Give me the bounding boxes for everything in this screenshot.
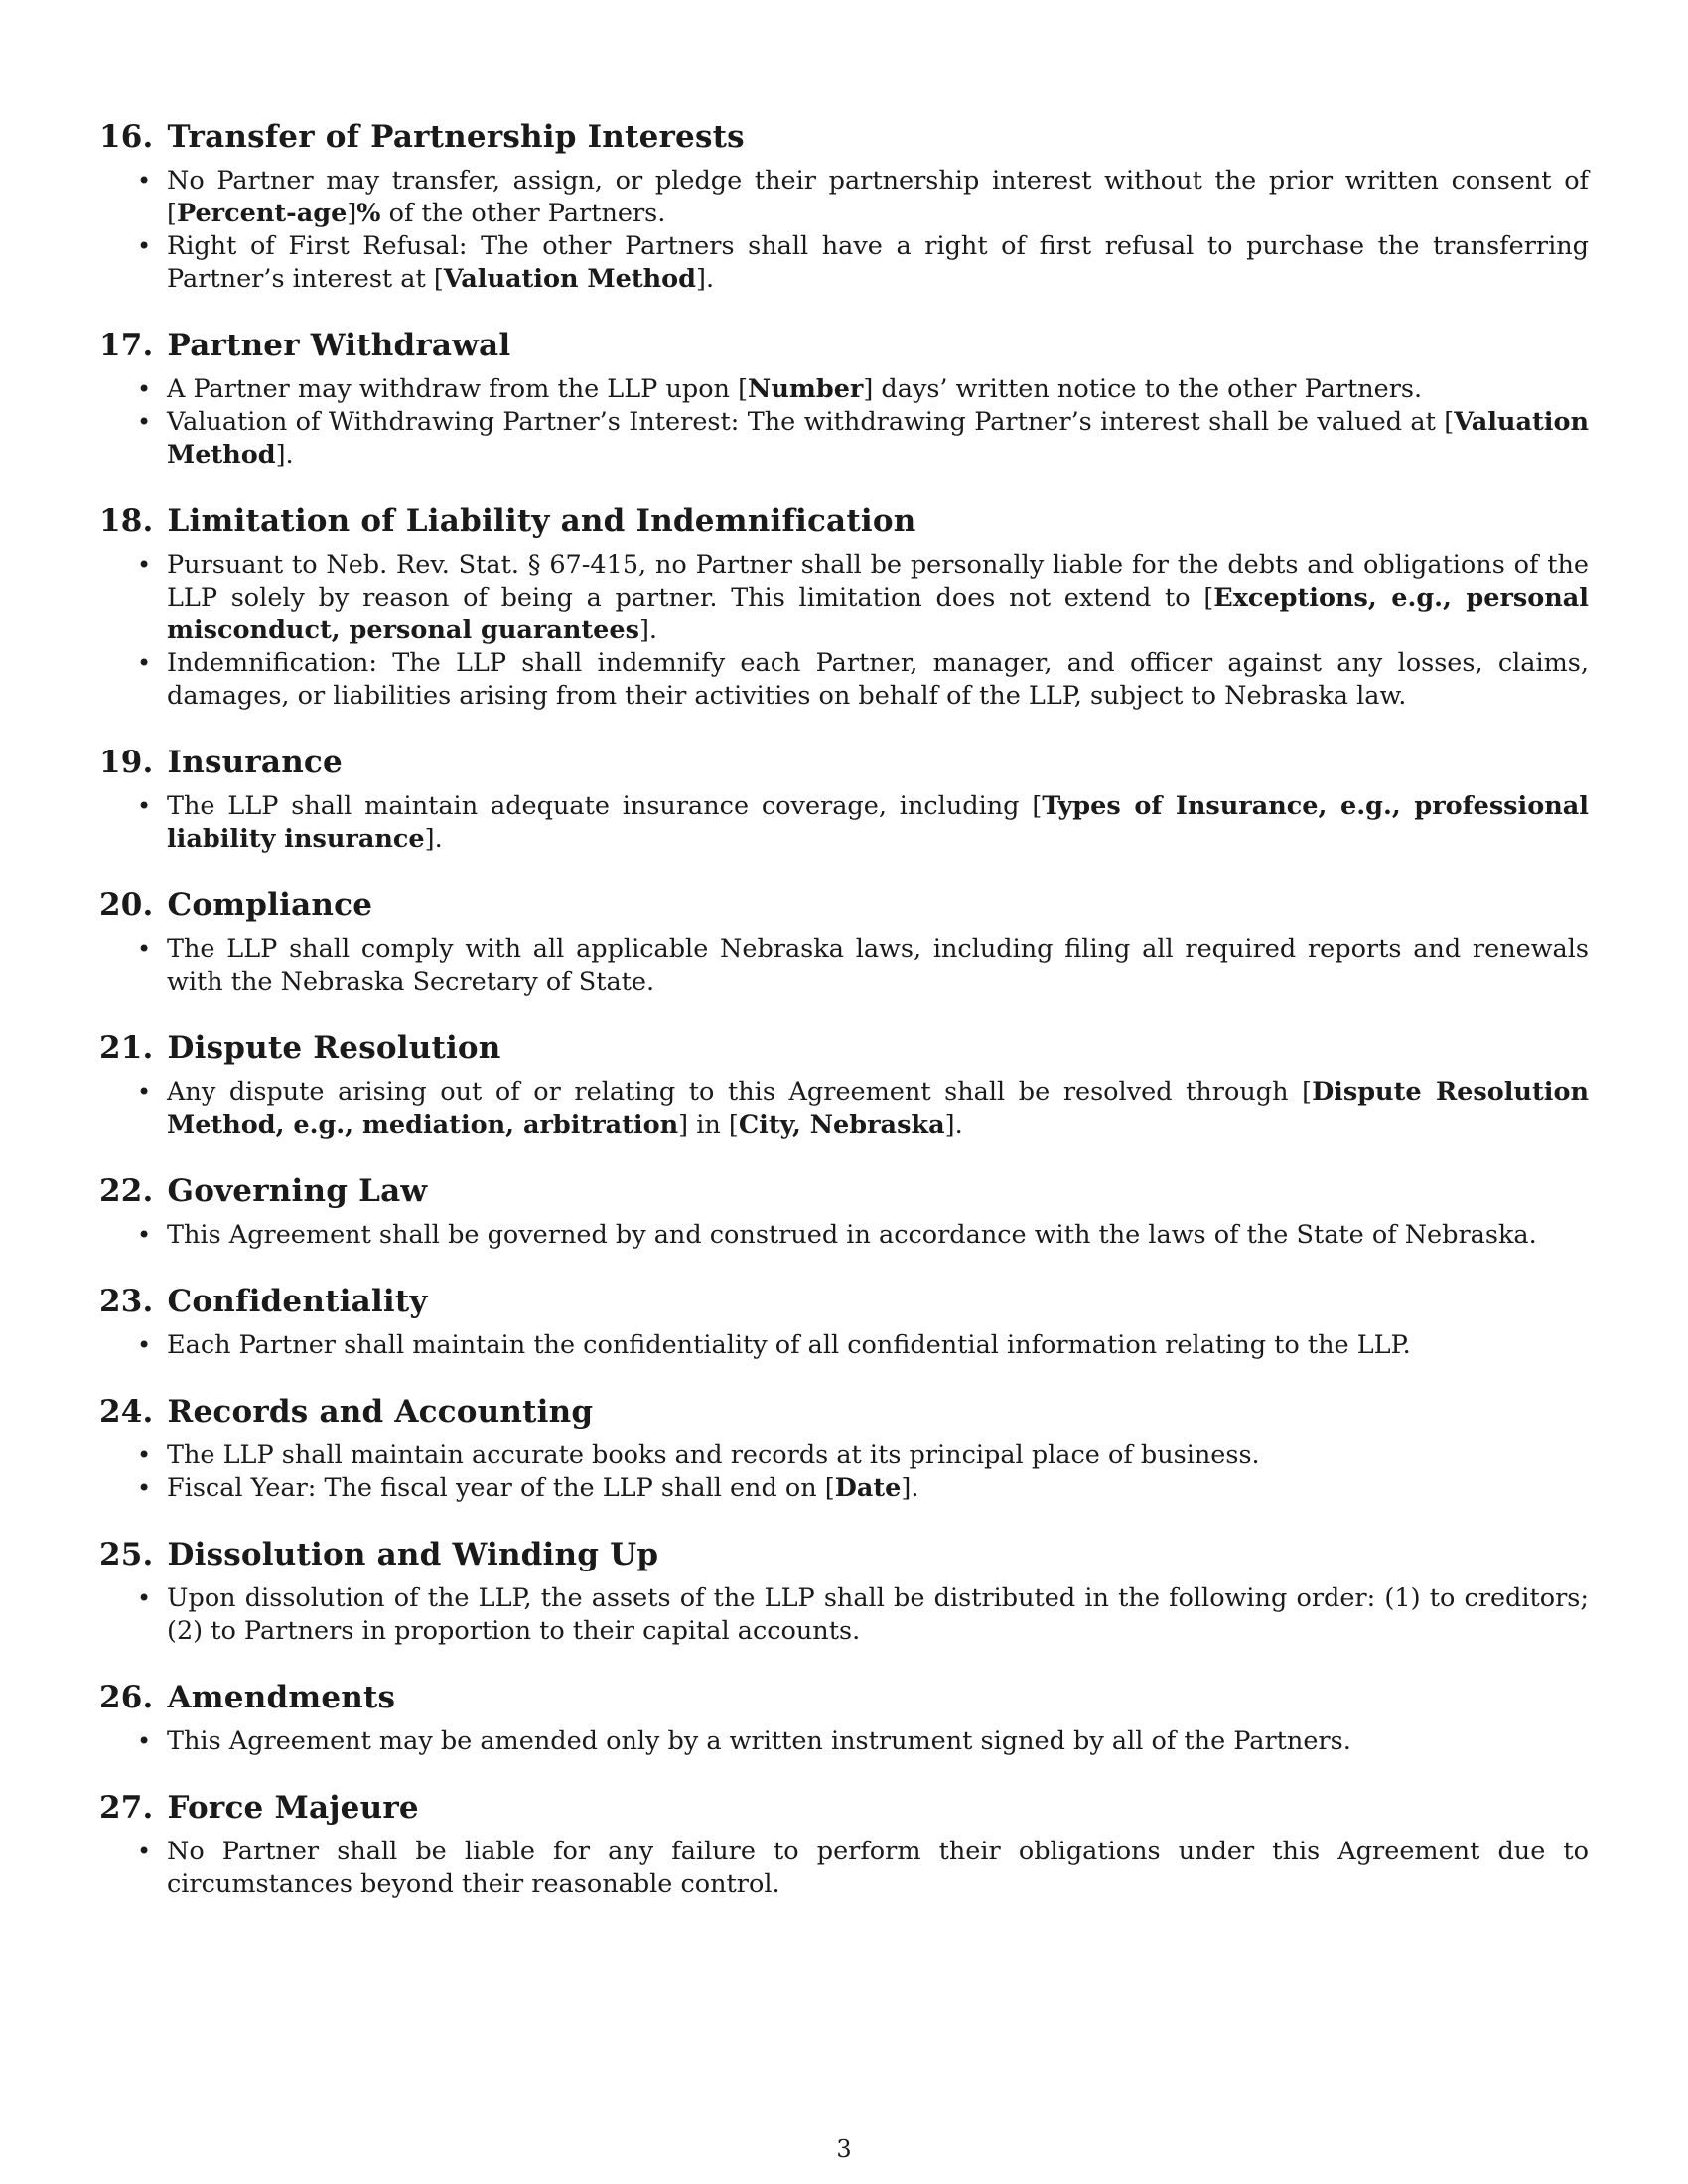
section-heading xyxy=(99,1282,1589,1321)
body-text: The LLP shall maintain adequate insurance coverage, including [ xyxy=(167,791,1043,821)
section-title: Transfer of Partnership Interests xyxy=(167,119,745,155)
bullet-list xyxy=(99,1582,1589,1648)
placeholder-text: Percent-age xyxy=(176,199,348,228)
section-title: Dispute Resolution xyxy=(167,1030,501,1066)
list-item xyxy=(99,1836,1589,1901)
bullet-list xyxy=(99,373,1589,472)
bullet-list xyxy=(99,1439,1589,1505)
section-title: Insurance xyxy=(167,745,343,780)
list-item xyxy=(99,647,1589,713)
placeholder-text: % xyxy=(356,199,381,228)
section-23 xyxy=(99,1282,1589,1362)
placeholder-text: Valuation Method xyxy=(167,407,1589,470)
section-heading xyxy=(99,501,1589,541)
list-item xyxy=(99,1329,1589,1362)
section-heading xyxy=(99,1171,1589,1211)
bullet-list xyxy=(99,165,1589,296)
bullet-list xyxy=(99,1725,1589,1758)
section-heading xyxy=(99,1392,1589,1432)
list-item xyxy=(99,1582,1589,1648)
list-item xyxy=(99,165,1589,230)
section-17 xyxy=(99,326,1589,472)
bullet-list xyxy=(99,1329,1589,1362)
section-title: Governing Law xyxy=(167,1173,428,1209)
body-text: ]. xyxy=(275,440,294,470)
placeholder-text: Valuation Method xyxy=(443,264,697,294)
section-22 xyxy=(99,1171,1589,1252)
list-item xyxy=(99,933,1589,999)
section-heading xyxy=(99,1028,1589,1068)
placeholder-text: Dispute Resolution Method, e.g., mediation, arbitration xyxy=(167,1077,1589,1140)
body-text: Fiscal Year: The fiscal year of the LLP shall end on [ xyxy=(167,1473,835,1503)
section-number: 27. xyxy=(99,1790,154,1826)
section-number: 25. xyxy=(99,1537,154,1572)
section-number: 21. xyxy=(99,1030,154,1066)
section-27 xyxy=(99,1788,1589,1901)
placeholder-text: Exceptions, e.g., personal misconduct, personal guarantees xyxy=(167,583,1589,645)
section-number: 26. xyxy=(99,1680,154,1715)
list-item xyxy=(99,1472,1589,1505)
section-21 xyxy=(99,1028,1589,1142)
list-item xyxy=(99,1076,1589,1142)
section-heading xyxy=(99,1535,1589,1574)
section-heading xyxy=(99,743,1589,782)
section-title: Compliance xyxy=(167,887,373,923)
section-title: Force Majeure xyxy=(167,1790,419,1826)
bullet-list xyxy=(99,1836,1589,1901)
body-text: ] days’ written notice to the other Partners. xyxy=(863,374,1423,404)
body-text: ]. xyxy=(696,264,715,294)
list-item xyxy=(99,1439,1589,1472)
page-number: 3 xyxy=(836,2135,852,2163)
body-text: Right of First Refusal: The other Partners shall have a right of first refusal to purchase the transferring Partner’s interest at [ xyxy=(167,231,1589,294)
section-19 xyxy=(99,743,1589,856)
list-item xyxy=(99,549,1589,647)
section-number: 22. xyxy=(99,1173,154,1209)
body-text: Any dispute arising out of or relating to this Agreement shall be resolved through [ xyxy=(167,1077,1313,1107)
body-text: A Partner may withdraw from the LLP upon [ xyxy=(167,374,749,404)
placeholder-text: Date xyxy=(834,1473,902,1503)
section-number: 19. xyxy=(99,745,154,780)
list-item xyxy=(99,230,1589,296)
body-text: This Agreement shall be governed by and construed in accordance with the laws of the State of Nebraska. xyxy=(167,1220,1537,1250)
list-item xyxy=(99,373,1589,406)
body-text: The LLP shall maintain accurate books and records at its principal place of business. xyxy=(167,1440,1260,1470)
section-number: 23. xyxy=(99,1284,154,1319)
section-title: Dissolution and Winding Up xyxy=(167,1537,659,1572)
section-heading xyxy=(99,117,1589,157)
body-text: ]. xyxy=(638,615,658,645)
body-text: ]. xyxy=(944,1110,963,1140)
body-text: This Agreement may be amended only by a written instrument signed by all of the Partners. xyxy=(167,1726,1351,1756)
body-text: The LLP shall comply with all applicable Nebraska laws, including filing all required reports and renewals with the Nebraska Secretary of State. xyxy=(167,934,1589,997)
section-heading xyxy=(99,1788,1589,1828)
list-item xyxy=(99,790,1589,856)
body-text: No Partner may transfer, assign, or pledge their partnership interest without the prior written consent of [ xyxy=(167,166,1589,228)
section-number: 18. xyxy=(99,503,154,539)
section-title: Partner Withdrawal xyxy=(167,328,511,363)
body-text: of the other Partners. xyxy=(380,199,666,228)
section-title: Limitation of Liability and Indemnification xyxy=(167,503,916,539)
section-24 xyxy=(99,1392,1589,1505)
section-20 xyxy=(99,886,1589,999)
placeholder-text: Types of Insurance, e.g., professional liability insurance xyxy=(167,791,1589,854)
section-heading xyxy=(99,326,1589,365)
body-text: Pursuant to Neb. Rev. Stat. § 67-415, no Partner shall be personally liable for the debts and obligations of the LLP solely by reason of being a partner. This limitation does not extend to [ xyxy=(167,550,1589,613)
body-text: Upon dissolution of the LLP, the assets of the LLP shall be distributed in the following order: (1) to creditors; (2) to Partners in proportion to their capital accounts. xyxy=(167,1583,1589,1646)
bullet-list xyxy=(99,1076,1589,1142)
placeholder-text: Number xyxy=(748,374,864,404)
body-text: ] xyxy=(347,199,357,228)
section-26 xyxy=(99,1678,1589,1758)
section-number: 20. xyxy=(99,887,154,923)
body-text: ]. xyxy=(901,1473,919,1503)
list-item xyxy=(99,406,1589,472)
body-text: Valuation of Withdrawing Partner’s Interest: The withdrawing Partner’s interest shall be valued at [ xyxy=(167,407,1455,437)
section-16 xyxy=(99,117,1589,296)
body-text: No Partner shall be liable for any failure to perform their obligations under this Agreement due to circumstances beyond their reasonable control. xyxy=(167,1837,1589,1899)
document-page xyxy=(99,87,1589,1901)
body-text: ]. xyxy=(424,824,443,854)
list-item xyxy=(99,1725,1589,1758)
bullet-list xyxy=(99,790,1589,856)
bullet-list xyxy=(99,933,1589,999)
section-number: 17. xyxy=(99,328,154,363)
section-title: Records and Accounting xyxy=(167,1394,594,1430)
section-18 xyxy=(99,501,1589,713)
body-text: ] in [ xyxy=(678,1110,739,1140)
list-item xyxy=(99,1219,1589,1252)
section-heading xyxy=(99,886,1589,925)
section-number: 24. xyxy=(99,1394,154,1430)
bullet-list xyxy=(99,1219,1589,1252)
placeholder-text: City, Nebraska xyxy=(738,1110,945,1140)
section-number: 16. xyxy=(99,119,154,155)
section-heading xyxy=(99,1678,1589,1717)
section-title: Confidentiality xyxy=(167,1284,428,1319)
body-text: Indemnification: The LLP shall indemnify each Partner, manager, and officer against any losses, claims, damages, or liabilities arising from their activities on behalf of the LLP, subject to Nebraska law. xyxy=(167,648,1589,711)
section-title: Amendments xyxy=(167,1680,396,1715)
body-text: Each Partner shall maintain the confidentiality of all confidential information relating to the LLP. xyxy=(167,1330,1411,1360)
section-25 xyxy=(99,1535,1589,1648)
bullet-list xyxy=(99,549,1589,713)
